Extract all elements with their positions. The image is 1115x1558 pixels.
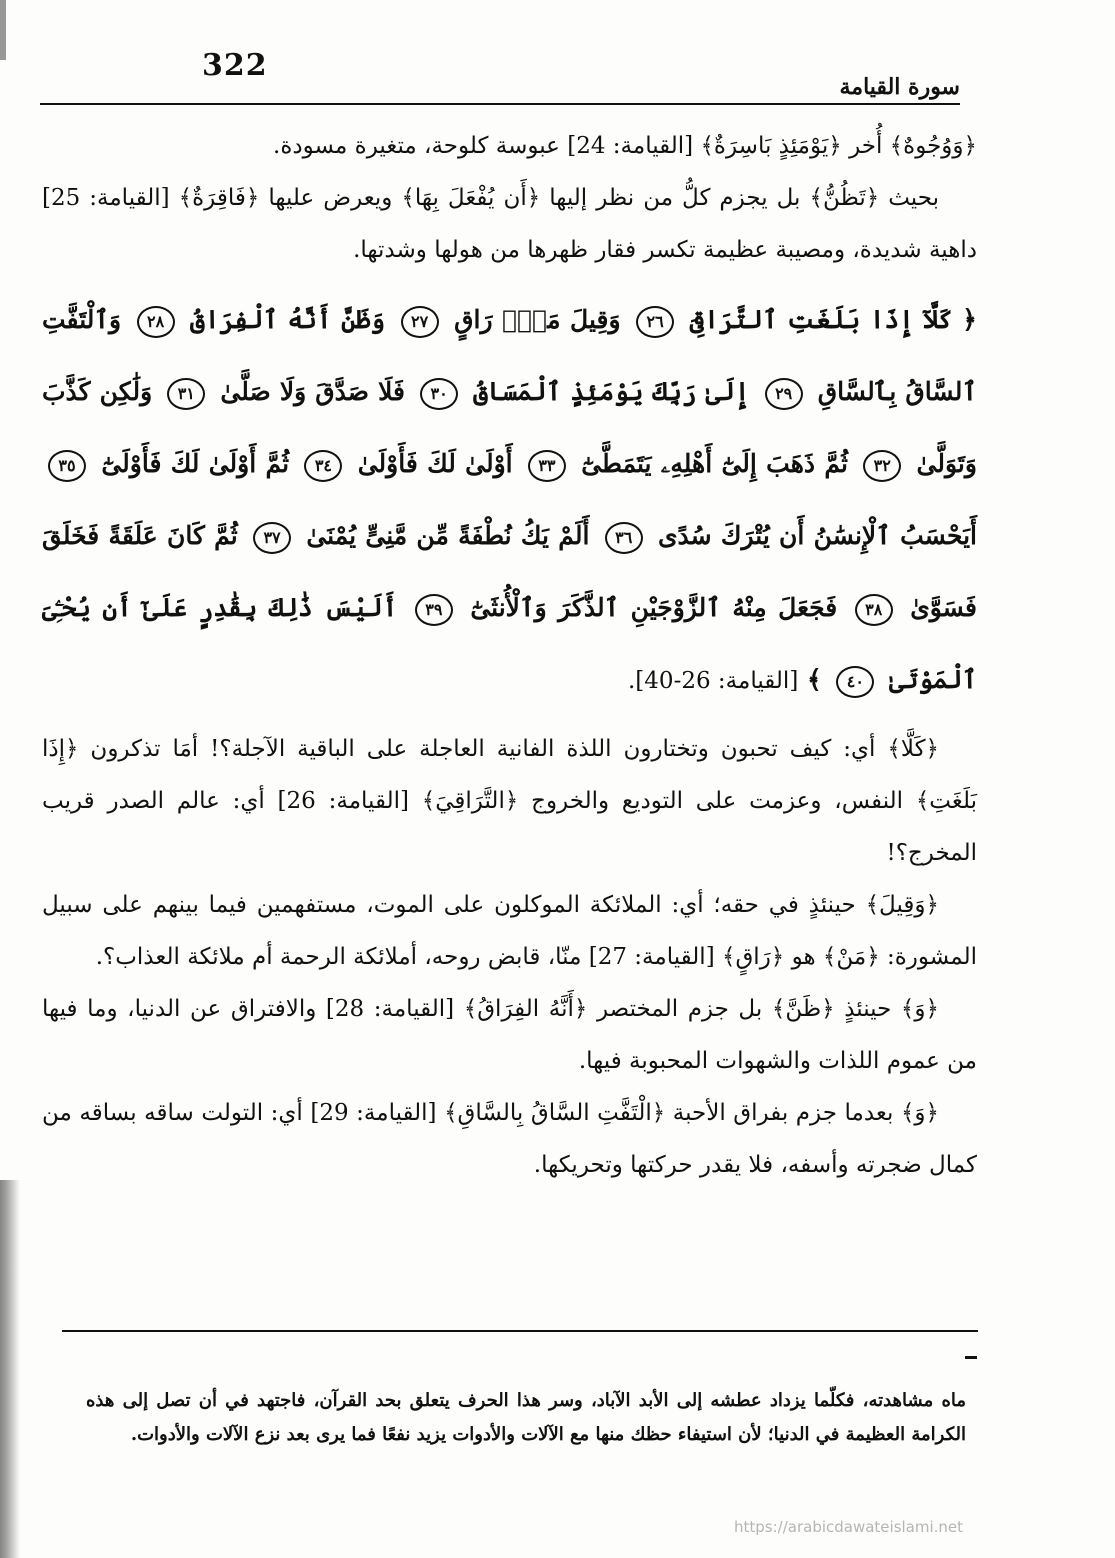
verse-34: أَوْلَىٰ لَكَ فَأَوْلَىٰ (357, 449, 513, 478)
footnote-text: ماه مشاهدته، فكلّما يزداد عطشه إلى الأبد الآباد، وسر هذا الحرف يتعلق بحد القرآن، فاجتهد في أن تصل إلى هذه الكرامة العظيمة في الدنيا؛ لأن استيفاء حظك منها مع الآلات والأدوات يزيد نفعًا فما يرى بعد نزع الآلات والأدوات. (86, 1390, 966, 1445)
verse-31: فَلَا صَدَّقَ وَلَا صَلَّىٰ (220, 377, 405, 406)
paragraph-4: ﴿وَقِيلَ﴾ حينئذٍ في حقه؛ أي: الملائكة الموكلون على الموت، مستفهمين فيما بينهم على سبيل المشورة: ﴿مَنْ﴾ هو ﴿رَاقٍ﴾ [القيامة: 27] منّا، قابض روحه، أملائكة الرحمة أم ملائكة العذاب؟. (42, 892, 977, 970)
verse-number-40: ٤٠ (836, 666, 874, 698)
page-edge-shadow (0, 1180, 20, 1558)
surah-title: سورة القيامة (839, 74, 960, 100)
watermark-url: https://arabicdawateislami.net (734, 1518, 964, 1536)
verse-28: وَظَنَّ أَنَّهُ ٱلْفِرَاقُ (190, 305, 386, 334)
footnote-dash (965, 1356, 977, 1359)
paragraph-5: ﴿وَ﴾ حينئذٍ ﴿ظَنَّ﴾ بل جزم المختصر ﴿أَنَّهُ الفِرَاقُ﴾ [القيامة: 28] والافتراق عن الدنيا، وما فيها من عموم اللذات والشهوات المحبوبة فيها. (42, 996, 977, 1074)
verse-29: وَٱلْتَفَّتِ ٱلسَّاقُ بِٱلسَّاقِ (42, 305, 977, 406)
verse-number-32: ٣٢ (863, 450, 901, 482)
header-divider (40, 103, 960, 105)
verse-33: ثُمَّ ذَهَبَ إِلَىٰٓ أَهْلِهِۦ يَتَمَطَّىٰٓ (581, 449, 848, 478)
verse-35: ثُمَّ أَوْلَىٰ لَكَ فَأَوْلَىٰٓ (101, 449, 290, 478)
verse-32: وَلَٰكِن كَذَّبَ وَتَوَلَّىٰ (42, 377, 977, 478)
page-number: 322 (202, 48, 268, 83)
verse-number-38: ٣٨ (855, 594, 893, 626)
verse-number-28: ٢٨ (137, 306, 175, 338)
footnote-divider (62, 1330, 978, 1332)
verse-number-27: ٢٧ (401, 306, 439, 338)
verse-number-37: ٣٧ (253, 522, 291, 554)
main-text (42, 120, 977, 1191)
ornate-bracket-open: ﴿ (962, 305, 977, 334)
verse-30: إِلَىٰ رَبِّكَ يَوْمَئِذٍ ٱلْمَسَاقُ (473, 377, 750, 406)
verse-number-26: ٢٦ (636, 306, 674, 338)
verse-reference: [القيامة: 26-40]. (627, 668, 799, 694)
verse-36: أَيَحْسَبُ ٱلْإِنسَٰنُ أَن يُتْرَكَ سُدًى (657, 521, 977, 550)
verse-number-31: ٣١ (167, 378, 205, 410)
verse-number-35: ٣٥ (48, 450, 86, 482)
paragraph-3: ﴿كَلَّا﴾ أي: كيف تحبون وتختارون اللذة الفانية العاجلة على الباقية الآجلة؟! أمَا تذكرون ﴿إِذَا بَلَغَتِ﴾ النفس، وعزمت على التوديع والخروج ﴿التَّرَاقِيَ﴾ [القيامة: 26] أي: عالم الصدر قريب المخرج؟! (42, 736, 977, 866)
quran-verses-block (42, 284, 977, 717)
verse-number-36: ٣٦ (605, 522, 643, 554)
verse-number-39: ٣٩ (415, 594, 453, 626)
ornate-bracket-close: ﴾ (807, 665, 822, 694)
verse-number-34: ٣٤ (304, 450, 342, 482)
verse-39: فَجَعَلَ مِنْهُ ٱلزَّوْجَيْنِ ٱلذَّكَرَ وَٱلْأُنثَىٰٓ (470, 593, 838, 622)
verse-40: أَلَيْسَ ذَٰلِكَ بِقَٰدِرٍ عَلَىٰٓ أَن يُحْـِۧىَ ٱلْمَوْتَىٰ (42, 593, 977, 694)
verse-26: كَلَّآ إِذَا بَلَغَتِ ٱلتَّرَاقِىَ (689, 305, 953, 334)
verse-27: وَقِيلَ مَنْۜ رَاقٍ (454, 305, 621, 334)
paragraph-2: بحيث ﴿تَظُنُّ﴾ بل يجزم كلُّ من نظر إليها ﴿أَن يُفْعَلَ بِهَا﴾ ويعرض عليها ﴿فَاقِرَةٌ﴾ [القيامة: 25] داهية شديدة، ومصيبة عظيمة تكسر فقار ظهرها من هولها وشدتها. (42, 185, 977, 263)
verse-number-29: ٢٩ (765, 378, 803, 410)
paragraph-6: ﴿وَ﴾ بعدما جزم بفراق الأحبة ﴿الْتَفَّتِ السَّاقُ بِالسَّاقِ﴾ [القيامة: 29] أي: التولت ساقه بساقه من كمال ضجرته وأسفه، فلا يقدر حركتها وتحريكها. (42, 1100, 977, 1178)
verse-37: أَلَمْ يَكُ نُطْفَةً مِّن مَّنِىٍّ يُمْنَىٰ (306, 521, 590, 550)
verse-38: ثُمَّ كَانَ عَلَقَةً فَخَلَقَ فَسَوَّىٰ (42, 521, 977, 622)
verse-number-30: ٣٠ (420, 378, 458, 410)
page-header (40, 48, 960, 104)
paragraph-1: ﴿وَوُجُوهٌ﴾ أُخر ﴿يَوْمَئِذٍ بَاسِرَةٌ﴾ [القيامة: 24] عبوسة كلوحة، متغيرة مسودة. (273, 133, 977, 159)
page-edge-shadow-top (0, 0, 6, 60)
verse-number-33: ٣٣ (528, 450, 566, 482)
